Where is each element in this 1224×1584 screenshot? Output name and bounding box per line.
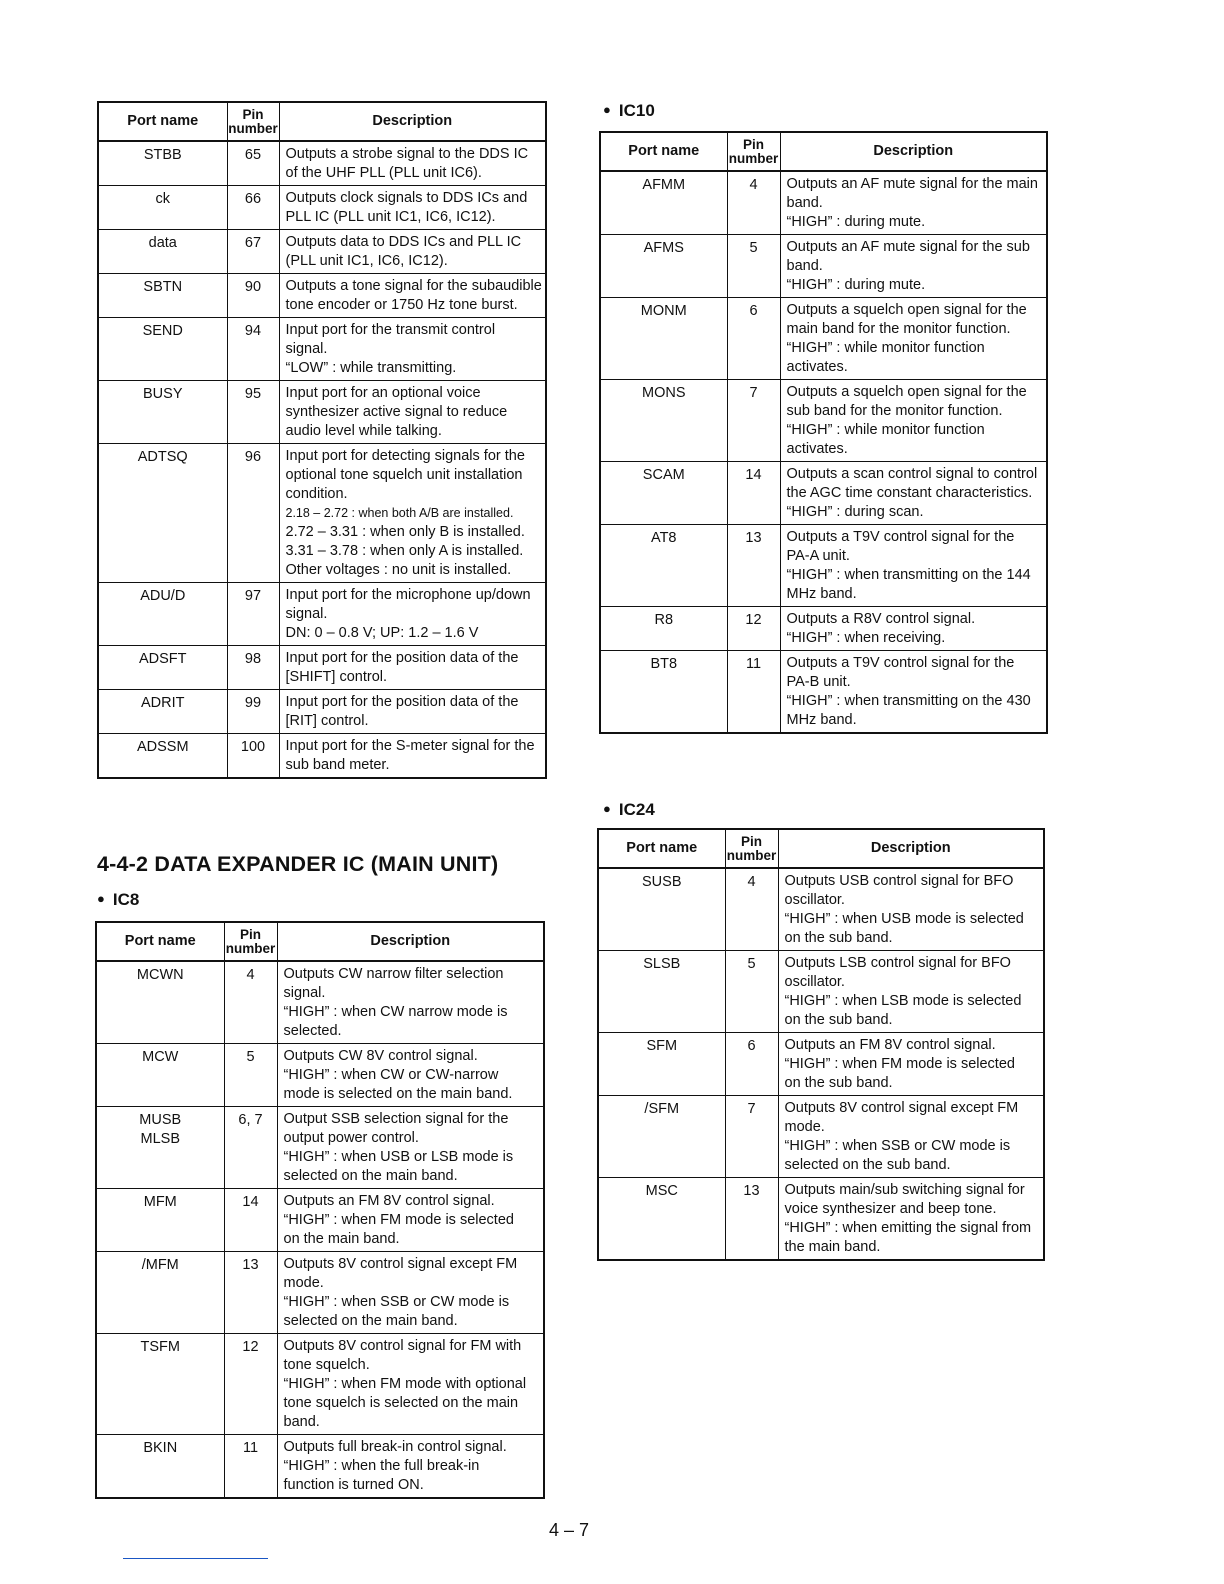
port-name: STBB (143, 147, 182, 163)
page-number: 4 – 7 (549, 1520, 590, 1540)
port-name-cell (96, 1107, 224, 1189)
description-line: sub band for the monitor function. (786, 403, 1003, 419)
description-cell (277, 1334, 544, 1435)
pin-number-cell: 4 (224, 961, 277, 1044)
description-line: MHz band. (786, 586, 857, 602)
pin-number-cell: 14 (224, 1189, 277, 1252)
section-title: 4-4-2 DATA EXPANDER IC (MAIN UNIT) (97, 852, 499, 876)
description-line: Input port for the position data of the (285, 694, 519, 710)
port-table-ic8 (95, 921, 545, 1499)
description-cell (279, 734, 546, 779)
description-cell (279, 381, 546, 444)
description-line: activates. (786, 359, 848, 375)
description-line: “LOW” : while transmitting. (285, 360, 457, 376)
port-name: SEND (142, 323, 183, 339)
pin-number-cell: 6 (725, 1033, 778, 1096)
table-row (98, 734, 546, 779)
port-name-cell (98, 734, 227, 779)
port-name-cell (98, 690, 227, 734)
description-header: Description (277, 922, 544, 961)
description-line: [RIT] control. (285, 713, 369, 729)
description-line: band. (283, 1414, 320, 1430)
port-name-cell (96, 961, 224, 1044)
description-header: Description (780, 132, 1047, 171)
port-name: ADSFT (138, 651, 187, 667)
port-name: AFMS (643, 240, 684, 256)
ic8-label-text: IC8 (112, 890, 140, 909)
port-table-ic24 (597, 828, 1045, 1261)
pin-number-cell: 65 (227, 141, 279, 186)
description-cell (778, 1178, 1044, 1261)
pin-number-cell: 94 (227, 318, 279, 381)
description-line: Outputs 8V control signal except FM (784, 1100, 1019, 1116)
description-line: tone squelch. (283, 1357, 370, 1373)
description-line: sub band meter. (285, 757, 390, 773)
description-line: Other voltages : no unit is installed. (285, 562, 512, 578)
description-line: Outputs CW 8V control signal. (283, 1048, 478, 1064)
port-name: SUSB (642, 874, 682, 890)
pin-number-cell: 100 (227, 734, 279, 779)
description-cell (279, 230, 546, 274)
description-line: Outputs full break-in control signal. (283, 1439, 507, 1455)
description-line: main band for the monitor function. (786, 321, 1011, 337)
description-line: Outputs an AF mute signal for the main (786, 176, 1038, 192)
port-name: R8 (654, 612, 674, 628)
description-line: Outputs a tone signal for the subaudible (285, 278, 542, 294)
port-name: BT8 (650, 656, 678, 672)
description-line: mode. (784, 1119, 825, 1135)
port-name-cell (98, 274, 227, 318)
table-row (96, 1334, 544, 1435)
description-line: 3.31 – 3.78 : when only A is installed. (285, 543, 524, 559)
port-name: BUSY (143, 386, 183, 402)
table-row (600, 380, 1047, 462)
ic24-label (603, 800, 655, 820)
description-line: Output SSB selection signal for the (283, 1111, 509, 1127)
port-name-header: Port name (600, 132, 727, 171)
description-line: PA-A unit. (786, 548, 850, 564)
pin-number-cell: 6, 7 (224, 1107, 277, 1189)
description-line: function is turned ON. (283, 1477, 424, 1493)
port-name-cell (598, 868, 725, 951)
description-line: “HIGH” : when FM mode is selected (784, 1056, 1015, 1072)
table-row (98, 274, 546, 318)
description-cell (780, 651, 1047, 734)
description-line: “HIGH” : while monitor function (786, 422, 985, 438)
port-name-cell (98, 318, 227, 381)
port-name: ck (155, 191, 170, 207)
description-cell (780, 235, 1047, 298)
description-line: on the main band. (283, 1231, 400, 1247)
port-name-header: Port name (96, 922, 224, 961)
port-name: SFM (646, 1038, 678, 1054)
port-name: MUSB (139, 1112, 182, 1128)
description-line: “HIGH” : when FM mode is selected (283, 1212, 514, 1228)
description-cell (279, 690, 546, 734)
description-cell (778, 868, 1044, 951)
port-name-header: Port name (98, 102, 227, 141)
description-line: Outputs CW narrow filter selection (283, 966, 504, 982)
description-cell (277, 1435, 544, 1499)
description-line: oscillator. (784, 974, 845, 990)
description-line: oscillator. (784, 892, 845, 908)
table-header-row (96, 922, 544, 961)
description-line: “HIGH” : when emitting the signal from (784, 1220, 1032, 1236)
description-line: band. (786, 195, 823, 211)
table-row (600, 171, 1047, 235)
description-line: Outputs a scan control signal to control (786, 466, 1038, 482)
pin-number-cell: 5 (725, 951, 778, 1033)
description-line: on the sub band. (784, 1075, 893, 1091)
port-name-cell (96, 1334, 224, 1435)
description-line: Outputs data to DDS ICs and PLL IC (285, 234, 522, 250)
description-line: Input port for detecting signals for the (285, 448, 525, 464)
table-row (598, 951, 1044, 1033)
description-line: Outputs a T9V control signal for the (786, 529, 1015, 545)
description-line: DN: 0 – 0.8 V; UP: 1.2 – 1.6 V (285, 625, 479, 641)
pin-header-line1: Pin (740, 833, 762, 849)
pin-number-cell: 12 (727, 607, 780, 651)
description-line: “HIGH” : when CW narrow mode is (283, 1004, 508, 1020)
description-line: signal. (283, 985, 326, 1001)
port-name: MCW (142, 1049, 179, 1065)
table-row (98, 381, 546, 444)
pin-number-header (224, 922, 277, 961)
description-line: Outputs an FM 8V control signal. (784, 1037, 996, 1053)
port-name-cell (600, 525, 727, 607)
port-name-cell (600, 607, 727, 651)
description-line: voice synthesizer and beep tone. (784, 1201, 997, 1217)
port-name: SCAM (642, 467, 685, 483)
description-line: Outputs 8V control signal except FM (283, 1256, 518, 1272)
description-line: PA-B unit. (786, 674, 851, 690)
pin-number-cell: 7 (727, 380, 780, 462)
table-row (600, 651, 1047, 734)
table-row (96, 1107, 544, 1189)
port-name: ADU/D (140, 588, 186, 604)
table-row (598, 868, 1044, 951)
table-row (96, 1435, 544, 1499)
pin-header-line2: number (225, 940, 276, 956)
ic24-label-text: IC24 (618, 800, 655, 819)
port-name-cell (598, 1178, 725, 1261)
pin-number-header (227, 102, 279, 141)
pin-number-cell: 11 (727, 651, 780, 734)
description-line: “HIGH” : when FM mode with optional (283, 1376, 527, 1392)
pin-number-cell: 6 (727, 298, 780, 380)
table-row (98, 444, 546, 583)
description-line: audio level while talking. (285, 423, 442, 439)
description-line: band. (786, 258, 823, 274)
description-line: activates. (786, 441, 848, 457)
pin-number-cell: 4 (725, 868, 778, 951)
pin-number-cell: 66 (227, 186, 279, 230)
port-name-cell (98, 230, 227, 274)
description-line: “HIGH” : during scan. (786, 504, 924, 520)
description-cell (277, 961, 544, 1044)
port-name-cell (96, 1435, 224, 1499)
description-line: Input port for the transmit control (285, 322, 496, 338)
ic8-label (97, 890, 139, 910)
port-table-ic10 (599, 131, 1048, 734)
description-header: Description (778, 829, 1044, 868)
footer-rule (123, 1558, 268, 1559)
port-name-cell (98, 381, 227, 444)
description-line: Outputs clock signals to DDS ICs and (285, 190, 528, 206)
port-name: data (148, 235, 177, 251)
port-name-cell (598, 951, 725, 1033)
description-cell (780, 462, 1047, 525)
port-name: AT8 (650, 530, 677, 546)
port-name: ADRIT (141, 695, 185, 711)
port-name-cell (600, 651, 727, 734)
bullet-icon: ● (603, 801, 611, 816)
table-row (98, 230, 546, 274)
description-line: Input port for an optional voice (285, 385, 481, 401)
port-name: MSC (645, 1183, 678, 1199)
table-row (600, 525, 1047, 607)
bullet-icon: ● (603, 102, 611, 117)
description-cell (279, 318, 546, 381)
pin-number-cell: 13 (224, 1252, 277, 1334)
description-line: “HIGH” : while monitor function (786, 340, 985, 356)
description-line: Input port for the S-meter signal for the (285, 738, 535, 754)
table-row (598, 1033, 1044, 1096)
pin-header-line1: Pin (742, 136, 764, 152)
pin-header-line1: Pin (242, 106, 264, 122)
description-cell (279, 141, 546, 186)
table-header-row (98, 102, 546, 141)
pin-header-line1: Pin (239, 926, 261, 942)
pin-number-cell: 13 (727, 525, 780, 607)
description-cell (277, 1107, 544, 1189)
description-cell (778, 1033, 1044, 1096)
description-line: Outputs USB control signal for BFO (784, 873, 1014, 889)
table-row (600, 298, 1047, 380)
description-line: “HIGH” : during mute. (786, 214, 926, 230)
description-line: Outputs 8V control signal for FM with (283, 1338, 522, 1354)
pin-number-cell: 4 (727, 171, 780, 235)
description-line: on the sub band. (784, 930, 893, 946)
table-header-row (600, 132, 1047, 171)
description-line: Outputs an AF mute signal for the sub (786, 239, 1030, 255)
port-name: SLSB (643, 956, 681, 972)
description-cell (277, 1189, 544, 1252)
description-line: mode. (283, 1275, 324, 1291)
table-row (96, 1044, 544, 1107)
description-line: synthesizer active signal to reduce (285, 404, 508, 420)
description-cell (277, 1044, 544, 1107)
description-line: “HIGH” : when SSB or CW mode is (784, 1138, 1011, 1154)
port-name: MLSB (140, 1131, 180, 1147)
description-line: Input port for the microphone up/down (285, 587, 531, 603)
description-line: “HIGH” : when receiving. (786, 630, 946, 646)
description-line: optional tone squelch unit installation (285, 467, 523, 483)
description-line: Outputs a squelch open signal for the (786, 384, 1027, 400)
port-name: ADSSM (136, 739, 189, 755)
table-row (96, 1252, 544, 1334)
description-line: output power control. (283, 1130, 419, 1146)
pin-number-cell: 13 (725, 1178, 778, 1261)
description-cell (780, 525, 1047, 607)
port-name: MONM (640, 303, 687, 319)
description-line: “HIGH” : when USB mode is selected (784, 911, 1024, 927)
table-row (98, 318, 546, 381)
description-cell (780, 607, 1047, 651)
port-name-header: Port name (598, 829, 725, 868)
table-row (96, 961, 544, 1044)
table-row (598, 1178, 1044, 1261)
description-line: selected on the main band. (283, 1313, 458, 1329)
table-row (600, 235, 1047, 298)
port-name-cell (96, 1189, 224, 1252)
port-name-cell (96, 1252, 224, 1334)
pin-number-cell: 95 (227, 381, 279, 444)
description-line: “HIGH” : when SSB or CW mode is (283, 1294, 510, 1310)
pin-number-cell: 96 (227, 444, 279, 583)
table-row (600, 607, 1047, 651)
port-name: MFM (143, 1194, 177, 1210)
bullet-icon: ● (97, 891, 105, 906)
port-name: AFMM (642, 177, 686, 193)
pin-number-cell: 7 (725, 1096, 778, 1178)
description-line: “HIGH” : when transmitting on the 144 (786, 567, 1031, 583)
description-line: Outputs a R8V control signal. (786, 611, 976, 627)
description-line: MHz band. (786, 712, 857, 728)
description-line: the AGC time constant characteristics. (786, 485, 1033, 501)
description-line: selected on the main band. (283, 1168, 458, 1184)
description-line: the main band. (784, 1239, 881, 1255)
ic10-label (603, 101, 655, 121)
description-cell (780, 171, 1047, 235)
port-name-cell (98, 444, 227, 583)
port-name: ADTSQ (137, 449, 188, 465)
description-line: signal. (285, 606, 328, 622)
pin-number-cell: 67 (227, 230, 279, 274)
pin-header-line2: number (728, 150, 779, 166)
description-cell (279, 646, 546, 690)
table-row (98, 583, 546, 646)
table-row (598, 1096, 1044, 1178)
description-line: PLL IC (PLL unit IC1, IC6, IC12). (285, 209, 496, 225)
port-name: TSFM (140, 1339, 180, 1355)
port-name-cell (96, 1044, 224, 1107)
description-line: Outputs a squelch open signal for the (786, 302, 1027, 318)
description-cell (279, 274, 546, 318)
pin-number-header (725, 829, 778, 868)
port-name: MCWN (136, 967, 184, 983)
description-cell (279, 186, 546, 230)
description-cell (277, 1252, 544, 1334)
description-line: tone encoder or 1750 Hz tone burst. (285, 297, 518, 313)
port-name-cell (98, 141, 227, 186)
description-line: “HIGH” : when transmitting on the 430 (786, 693, 1031, 709)
table-row (96, 1189, 544, 1252)
description-line: 2.72 – 3.31 : when only B is installed. (285, 524, 525, 540)
description-line: selected on the sub band. (784, 1157, 951, 1173)
description-line: Outputs an FM 8V control signal. (283, 1193, 495, 1209)
description-line: 2.18 – 2.72 : when both A/B are installed. (285, 506, 514, 520)
table-row (98, 186, 546, 230)
table-header-row (598, 829, 1044, 868)
table-row (98, 646, 546, 690)
description-line: Outputs a strobe signal to the DDS IC (285, 146, 529, 162)
port-name: SBTN (143, 279, 183, 295)
pin-header-line2: number (228, 120, 278, 136)
description-line: Outputs LSB control signal for BFO (784, 955, 1011, 971)
port-name: /SFM (644, 1101, 680, 1117)
description-cell (279, 444, 546, 583)
port-name-cell (98, 583, 227, 646)
port-name: /MFM (141, 1257, 179, 1273)
port-name-cell (600, 171, 727, 235)
description-line: selected. (283, 1023, 342, 1039)
description-cell (279, 583, 546, 646)
description-line: “HIGH” : during mute. (786, 277, 926, 293)
description-cell (780, 298, 1047, 380)
description-line: “HIGH” : when LSB mode is selected (784, 993, 1022, 1009)
port-name-cell (598, 1096, 725, 1178)
description-line: “HIGH” : when USB or LSB mode is (283, 1149, 514, 1165)
description-line: [SHIFT] control. (285, 669, 388, 685)
pin-number-cell: 5 (224, 1044, 277, 1107)
port-name-cell (600, 298, 727, 380)
table-row (600, 462, 1047, 525)
port-table-top-left (97, 101, 547, 779)
pin-number-cell: 12 (224, 1334, 277, 1435)
pin-number-cell: 97 (227, 583, 279, 646)
pin-number-header (727, 132, 780, 171)
port-name-cell (600, 462, 727, 525)
description-line: mode is selected on the main band. (283, 1086, 513, 1102)
description-line: “HIGH” : when the full break-in (283, 1458, 480, 1474)
ic10-label-text: IC10 (618, 101, 655, 120)
port-name-cell (98, 646, 227, 690)
description-line: Outputs main/sub switching signal for (784, 1182, 1025, 1198)
port-name-cell (98, 186, 227, 230)
description-cell (780, 380, 1047, 462)
description-line: on the sub band. (784, 1012, 893, 1028)
description-line: Input port for the position data of the (285, 650, 519, 666)
description-line: condition. (285, 486, 348, 502)
description-cell (778, 1096, 1044, 1178)
pin-number-cell: 98 (227, 646, 279, 690)
pin-number-cell: 14 (727, 462, 780, 525)
port-name-cell (598, 1033, 725, 1096)
description-line: of the UHF PLL (PLL unit IC6). (285, 165, 482, 181)
description-line: signal. (285, 341, 328, 357)
pin-header-line2: number (726, 847, 777, 863)
pin-number-cell: 11 (224, 1435, 277, 1499)
table-row (98, 141, 546, 186)
description-line: Outputs a T9V control signal for the (786, 655, 1015, 671)
port-name-cell (600, 380, 727, 462)
pin-number-cell: 99 (227, 690, 279, 734)
description-line: “HIGH” : when CW or CW-narrow (283, 1067, 499, 1083)
description-line: tone squelch is selected on the main (283, 1395, 519, 1411)
table-row (98, 690, 546, 734)
port-name: BKIN (143, 1440, 178, 1456)
port-name: MONS (642, 385, 686, 401)
pin-number-cell: 5 (727, 235, 780, 298)
description-cell (778, 951, 1044, 1033)
port-name-cell (600, 235, 727, 298)
pin-number-cell: 90 (227, 274, 279, 318)
description-line: (PLL unit IC1, IC6, IC12). (285, 253, 448, 269)
description-header: Description (279, 102, 546, 141)
